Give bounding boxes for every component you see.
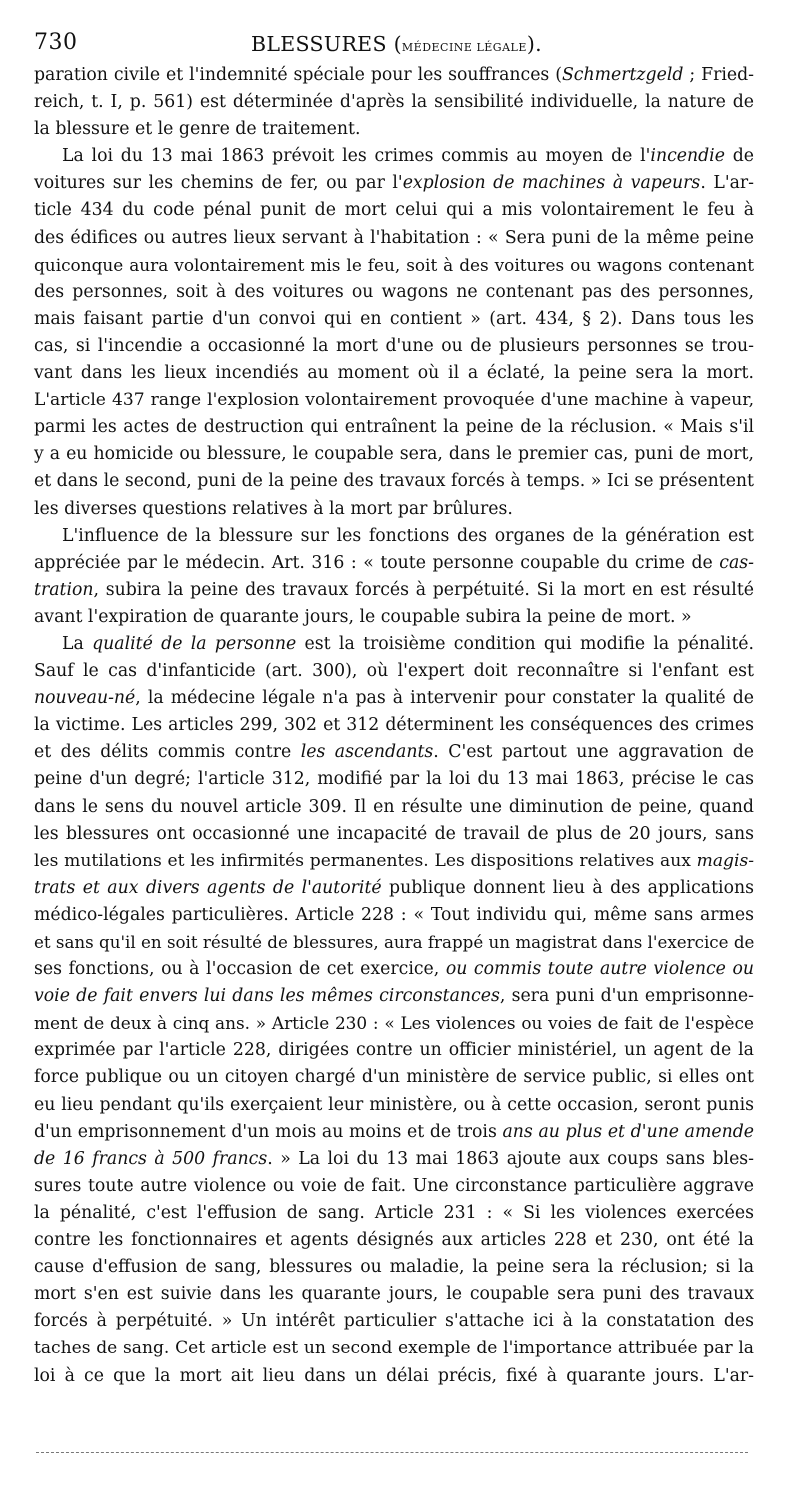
line-text: eu lieu pendant qu'ils exerçaient leur ministère, ou à cette occasion, seront punis [34, 1094, 754, 1115]
line-text: L'influence de la blessure sur les fonctions des organes de la génération est [62, 525, 754, 546]
line-text-tail: ; Fried- [683, 65, 754, 85]
text-line [34, 577, 754, 604]
text-line [34, 89, 754, 116]
running-title-subtitle: MÉDECINE LÉGALE [401, 41, 527, 54]
text-line [34, 1227, 754, 1254]
text-line [34, 604, 754, 631]
line-text: dans le sens du nouvel article 309. Il en résulte une diminution de peine, quand [34, 796, 754, 817]
italic-text: de 16 francs à 500 francs [34, 1148, 268, 1169]
text-line [34, 306, 754, 333]
text-line [34, 848, 754, 875]
line-text: parmi les actes de destruction qui entraînent la peine de la réclusion. « Mais s'il [34, 417, 754, 438]
body-text [34, 62, 754, 1390]
line-text: voitures sur les chemins de fer, ou par l' [34, 173, 403, 194]
text-line [34, 1335, 754, 1362]
text-line [34, 1254, 754, 1281]
text-line [34, 197, 754, 224]
text-line [34, 252, 754, 279]
line-text: force publique ou un citoyen chargé d'un ministère de service public, si elles ont [34, 1067, 754, 1088]
line-text: les diverses questions relatives à la mort par brûlures. [34, 498, 513, 519]
line-text-tail: . L'ar- [700, 173, 755, 194]
italic-text: nouveau-né [34, 688, 136, 709]
text-line [34, 387, 754, 414]
line-text: d'un emprisonnement d'un mois au moins et de trois [34, 1121, 503, 1142]
text-line [34, 1010, 754, 1037]
page-number: 730 [34, 30, 78, 55]
text-line [34, 279, 754, 306]
italic-text: Schmertzgeld [561, 65, 684, 85]
line-text: médico-légales particulières. Article 228 : « Tout individu qui, même sans armes [34, 904, 754, 925]
text-line [34, 523, 754, 550]
text-line [34, 712, 754, 739]
text-line [34, 1146, 754, 1173]
text-line [34, 333, 754, 360]
text-line [34, 794, 754, 821]
text-line [34, 1092, 754, 1119]
text-line [34, 360, 754, 387]
footer-rule [36, 1452, 748, 1453]
line-text: forcés à perpétuité. » Un intérêt particulier s'attache ici à la constatation des [34, 1311, 754, 1332]
line-text: , sera puni d'un emprisonne- [499, 986, 754, 1007]
text-line [34, 1119, 754, 1146]
italic-text: tration [34, 579, 94, 600]
text-line [34, 1064, 754, 1091]
line-text: , la médecine légale n'a pas à intervenir pour constater la qualité de [135, 688, 754, 709]
line-text: L'article 437 range l'explosion volontairement provoquée d'une machine à vapeur, [34, 390, 754, 411]
line-text: cause d'effusion de sang, blessures ou maladie, la peine sera la réclusion; si la [34, 1257, 754, 1278]
running-title-close: ). [526, 32, 542, 56]
text-line [34, 875, 754, 902]
line-text: paration civile et l'indemnité spéciale pour les souffrances ( [34, 65, 562, 85]
line-text: loi à ce que la mort ait lieu dans un délai précis, fixé à quarante jours. L'ar- [34, 1365, 754, 1386]
text-line [34, 170, 754, 197]
line-text: cas, si l'incendie a occasionné la mort d'une ou de plusieurs personnes se trou- [34, 335, 754, 356]
line-text: Sauf le cas d'infanticide (art. 300), où l'expert doit reconnaître si l'enfant est [34, 661, 754, 682]
italic-text: voie de fait envers lui dans les mêmes circonstances [34, 986, 500, 1007]
line-text: y a eu homicide ou blessure, le coupable sera, dans le premier cas, puni de mort, [34, 444, 754, 465]
text-line [34, 929, 754, 956]
line-text-tail: de [724, 146, 754, 167]
text-line [34, 116, 754, 143]
text-line [34, 1173, 754, 1200]
line-text: peine d'un degré; l'article 312, modifié par la loi du 13 mai 1863, précise le cas [34, 769, 754, 790]
italic-text: les ascendants [300, 742, 434, 763]
running-title-main: BLESSURES ( [251, 32, 402, 56]
line-text: publique donnent lieu à des applications [381, 877, 754, 898]
text-line [34, 225, 754, 252]
text-line [34, 62, 754, 89]
line-text: La loi du 13 mai 1863 prévoit les crimes commis au moyen de l' [62, 146, 651, 167]
italic-text: explosion de machines à vapeurs [402, 173, 701, 194]
text-line [34, 956, 754, 983]
line-text: et sans qu'il en soit résulté de blessures, aura frappé un magistrat dans l'exercice de [34, 932, 755, 952]
italic-text: trats et aux divers agents de l'autorité [34, 877, 382, 898]
text-line [34, 441, 754, 468]
line-text: taches de sang. Cet article est un second exemple de l'importance attribuée par la [34, 1338, 754, 1359]
line-text: mais faisant partie d'un convoi qui en contient » (art. 434, § 2). Dans tous les [34, 308, 754, 329]
text-line [34, 414, 754, 441]
line-text: La [62, 633, 93, 654]
line-text: et des délits commis contre [34, 742, 301, 763]
text-line [34, 658, 754, 685]
line-text: ticle 434 du code pénal punit de mort celui qui a mis volontairement le feu à [34, 200, 754, 221]
text-line [34, 550, 754, 577]
line-text: ment de deux à cinq ans. » Article 230 : « Les violences ou voies de fait de l'espèce [34, 1013, 754, 1034]
text-line [34, 631, 754, 658]
page-header [34, 28, 754, 62]
line-text: des édifices ou autres lieux servant à l'habitation : « Sera puni de la même peine [34, 227, 754, 248]
line-text: et dans le second, puni de la peine des travaux forcés à temps. » Ici se présentent [34, 471, 754, 492]
text-line [34, 685, 754, 712]
text-line [34, 468, 754, 495]
line-text: quiconque aura volontairement mis le feu, soit à des voitures ou wagons contenant [34, 254, 754, 275]
running-title [251, 32, 542, 56]
line-text: avant l'expiration de quarante jours, le coupable subira la peine de mort. » [34, 606, 692, 627]
italic-text: magis- [696, 850, 754, 871]
italic-text: ans au plus et d'une amende [502, 1121, 754, 1142]
line-text: appréciée par le médecin. Art. 316 : « toute personne coupable du crime de [34, 552, 720, 573]
line-text: exprimée par l'article 228, dirigées contre un officier ministériel, un agent de la [34, 1040, 754, 1061]
line-text: des personnes, soit à des voitures ou wagons ne contenant pas des personnes, [34, 281, 754, 302]
line-text: la victime. Les articles 299, 302 et 312 déterminent les conséquences des crimes [34, 715, 754, 736]
line-text-tail: est la troisième condition qui modifie la pénalité. [296, 633, 754, 654]
text-line [34, 766, 754, 793]
text-line [34, 1363, 754, 1390]
line-text: les blessures ont occasionné une incapacité de travail de plus de 20 jours, sans [34, 823, 754, 844]
text-line [34, 902, 754, 929]
line-text: la blessure et le genre de traitement. [34, 119, 361, 140]
line-text: , subira la peine des travaux forcés à perpétuité. Si la mort en est résulté [93, 579, 754, 600]
line-text: ses fonctions, ou à l'occasion de cet exercice, [34, 959, 446, 980]
text-line [34, 496, 754, 523]
line-text: vant dans les lieux incendiés au moment où il a éclaté, la peine sera la mort. [34, 363, 754, 384]
italic-text: ou commis toute autre violence ou [445, 959, 754, 980]
line-text: sures toute autre violence ou voie de fait. Une circonstance particulière aggrave [34, 1175, 754, 1196]
line-text: mort s'en est suivie dans les quarante jours, le coupable sera puni des travaux [34, 1284, 754, 1305]
line-text: les mutilations et les infirmités permanentes. Les dispositions relatives aux [34, 850, 697, 871]
text-line [34, 983, 754, 1010]
line-text-tail: . C'est partout une aggravation de [433, 742, 754, 763]
italic-text: incendie [650, 146, 725, 167]
text-line [34, 821, 754, 848]
text-line [34, 1200, 754, 1227]
text-line [34, 739, 754, 766]
line-text: reich, t. I, p. 561) est déterminée d'après la sensibilité individuelle, la nature de [34, 92, 754, 113]
text-line [34, 1308, 754, 1335]
line-text: la pénalité, c'est l'effusion de sang. Article 231 : « Si les violences exercées [34, 1202, 754, 1223]
line-text: contre les fonctionnaires et agents désignés aux articles 228 et 230, ont été la [34, 1230, 754, 1251]
italic-text: qualité de la personne [92, 633, 297, 654]
line-text: . » La loi du 13 mai 1863 ajoute aux coups sans bles- [267, 1148, 755, 1169]
text-line [34, 1281, 754, 1308]
text-line [34, 1037, 754, 1064]
text-line [34, 143, 754, 170]
italic-text: cas- [719, 552, 754, 573]
